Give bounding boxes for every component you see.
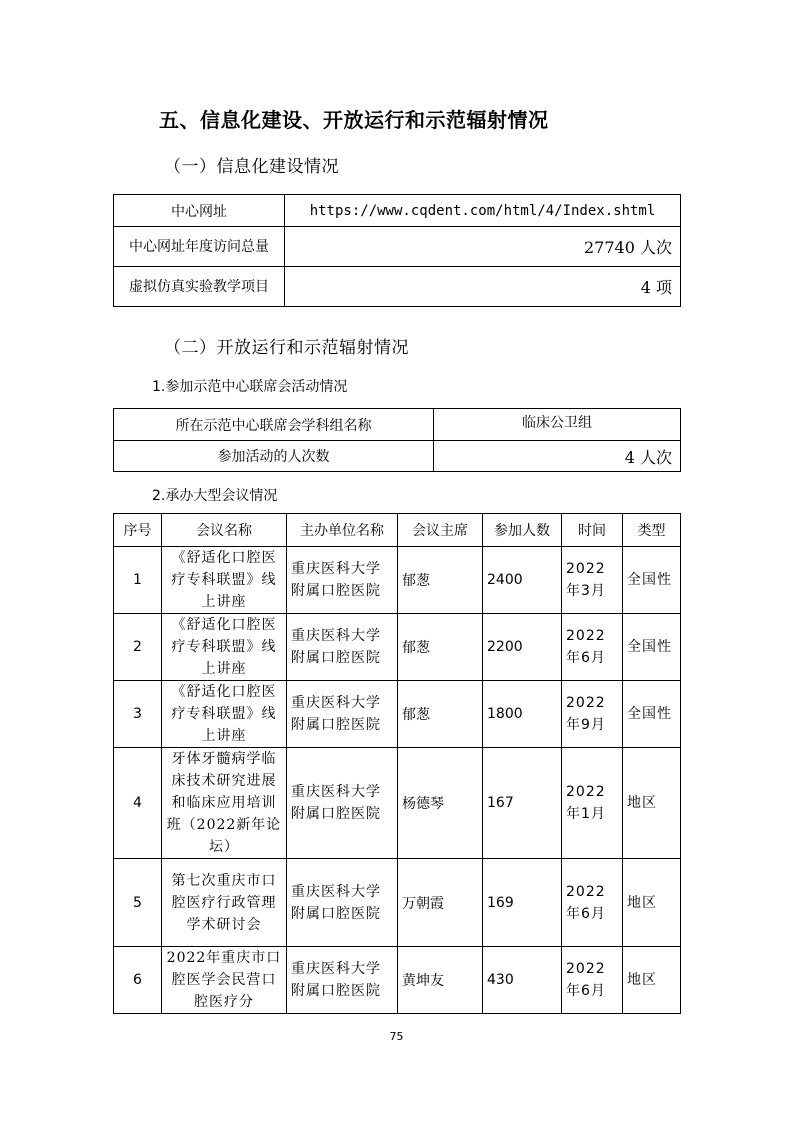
section-heading: 五、信息化建设、开放运行和示范辐射情况 bbox=[159, 108, 549, 132]
sub-heading-conferences: 2.承办大型会议情况 bbox=[152, 488, 278, 504]
meeting-name: 第七次重庆市口腔医疗行政管理学术研讨会 bbox=[162, 859, 287, 947]
meeting-type: 地区 bbox=[623, 947, 681, 1014]
sub-heading-joint-meeting: 1.参加示范中心联席会活动情况 bbox=[152, 379, 348, 395]
informatization-table bbox=[113, 194, 681, 307]
meeting-type: 地区 bbox=[623, 748, 681, 859]
row-label: 参加活动的人次数 bbox=[114, 441, 434, 472]
row-label: 所在示范中心联席会学科组名称 bbox=[114, 409, 434, 441]
meeting-chair: 郁葱 bbox=[398, 614, 483, 681]
meeting-name: 2022年重庆市口腔医学会民营口腔医疗分 bbox=[162, 947, 287, 1014]
table-row bbox=[114, 547, 681, 614]
table-row bbox=[114, 681, 681, 748]
row-number: 3 bbox=[114, 681, 162, 748]
attendee-count: 1800 bbox=[483, 681, 562, 748]
column-header: 时间 bbox=[562, 514, 623, 547]
meeting-time: 2022年6月 bbox=[562, 947, 623, 1014]
meeting-name: 牙体牙髓病学临床技术研究进展和临床应用培训班（2022新年论坛） bbox=[162, 748, 287, 859]
table-row bbox=[114, 947, 681, 1014]
table-row bbox=[114, 227, 681, 267]
joint-meeting-table bbox=[113, 408, 681, 472]
row-label: 中心网址 bbox=[114, 195, 285, 227]
table-header-row bbox=[114, 514, 681, 547]
column-header: 序号 bbox=[114, 514, 162, 547]
meeting-name: 《舒适化口腔医疗专科联盟》线上讲座 bbox=[162, 547, 287, 614]
meeting-type: 全国性 bbox=[623, 547, 681, 614]
column-header: 参加人数 bbox=[483, 514, 562, 547]
attendee-count: 2200 bbox=[483, 614, 562, 681]
column-header: 主办单位名称 bbox=[287, 514, 398, 547]
host-organization: 重庆医科大学附属口腔医院 bbox=[287, 614, 398, 681]
meeting-name: 《舒适化口腔医疗专科联盟》线上讲座 bbox=[162, 614, 287, 681]
meeting-time: 2022年6月 bbox=[562, 859, 623, 947]
table-row bbox=[114, 748, 681, 859]
meeting-name: 《舒适化口腔医疗专科联盟》线上讲座 bbox=[162, 681, 287, 748]
host-organization: 重庆医科大学附属口腔医院 bbox=[287, 859, 398, 947]
attendee-count: 430 bbox=[483, 947, 562, 1014]
meeting-time: 2022年9月 bbox=[562, 681, 623, 748]
row-number: 6 bbox=[114, 947, 162, 1014]
meeting-time: 2022年3月 bbox=[562, 547, 623, 614]
table-row bbox=[114, 859, 681, 947]
column-header: 会议名称 bbox=[162, 514, 287, 547]
meeting-chair: 郁葱 bbox=[398, 547, 483, 614]
attendee-count: 169 bbox=[483, 859, 562, 947]
subsection-title-informatization: （一）信息化建设情况 bbox=[164, 157, 339, 177]
table-row bbox=[114, 409, 681, 441]
row-number: 5 bbox=[114, 859, 162, 947]
table-row bbox=[114, 614, 681, 681]
row-label: 虚拟仿真实验教学项目 bbox=[114, 267, 285, 307]
host-organization: 重庆医科大学附属口腔医院 bbox=[287, 681, 398, 748]
discipline-group-name: 临床公卫组 bbox=[434, 409, 681, 441]
subsection-title-open-operation: （二）开放运行和示范辐射情况 bbox=[164, 338, 409, 358]
meeting-chair: 万朝霞 bbox=[398, 859, 483, 947]
attendee-count: 167 bbox=[483, 748, 562, 859]
meeting-chair: 杨德琴 bbox=[398, 748, 483, 859]
visit-count: 27740 人次 bbox=[285, 227, 681, 267]
table-row bbox=[114, 267, 681, 307]
meeting-chair: 郁葱 bbox=[398, 681, 483, 748]
table-row bbox=[114, 195, 681, 227]
column-header: 会议主席 bbox=[398, 514, 483, 547]
meeting-type: 全国性 bbox=[623, 614, 681, 681]
row-number: 2 bbox=[114, 614, 162, 681]
conference-table bbox=[113, 513, 681, 1014]
participant-count: 4 人次 bbox=[434, 441, 681, 472]
website-url: https://www.cqdent.com/html/4/Index.shtml bbox=[285, 195, 681, 227]
column-header: 类型 bbox=[623, 514, 681, 547]
page-number: 75 bbox=[389, 1030, 404, 1043]
attendee-count: 2400 bbox=[483, 547, 562, 614]
meeting-chair: 黄坤友 bbox=[398, 947, 483, 1014]
host-organization: 重庆医科大学附属口腔医院 bbox=[287, 947, 398, 1014]
row-number: 1 bbox=[114, 547, 162, 614]
host-organization: 重庆医科大学附属口腔医院 bbox=[287, 547, 398, 614]
meeting-type: 全国性 bbox=[623, 681, 681, 748]
row-label: 中心网址年度访问总量 bbox=[114, 227, 285, 267]
meeting-time: 2022年1月 bbox=[562, 748, 623, 859]
virtual-project-count: 4 项 bbox=[285, 267, 681, 307]
host-organization: 重庆医科大学附属口腔医院 bbox=[287, 748, 398, 859]
meeting-time: 2022年6月 bbox=[562, 614, 623, 681]
table-row bbox=[114, 441, 681, 472]
meeting-type: 地区 bbox=[623, 859, 681, 947]
row-number: 4 bbox=[114, 748, 162, 859]
